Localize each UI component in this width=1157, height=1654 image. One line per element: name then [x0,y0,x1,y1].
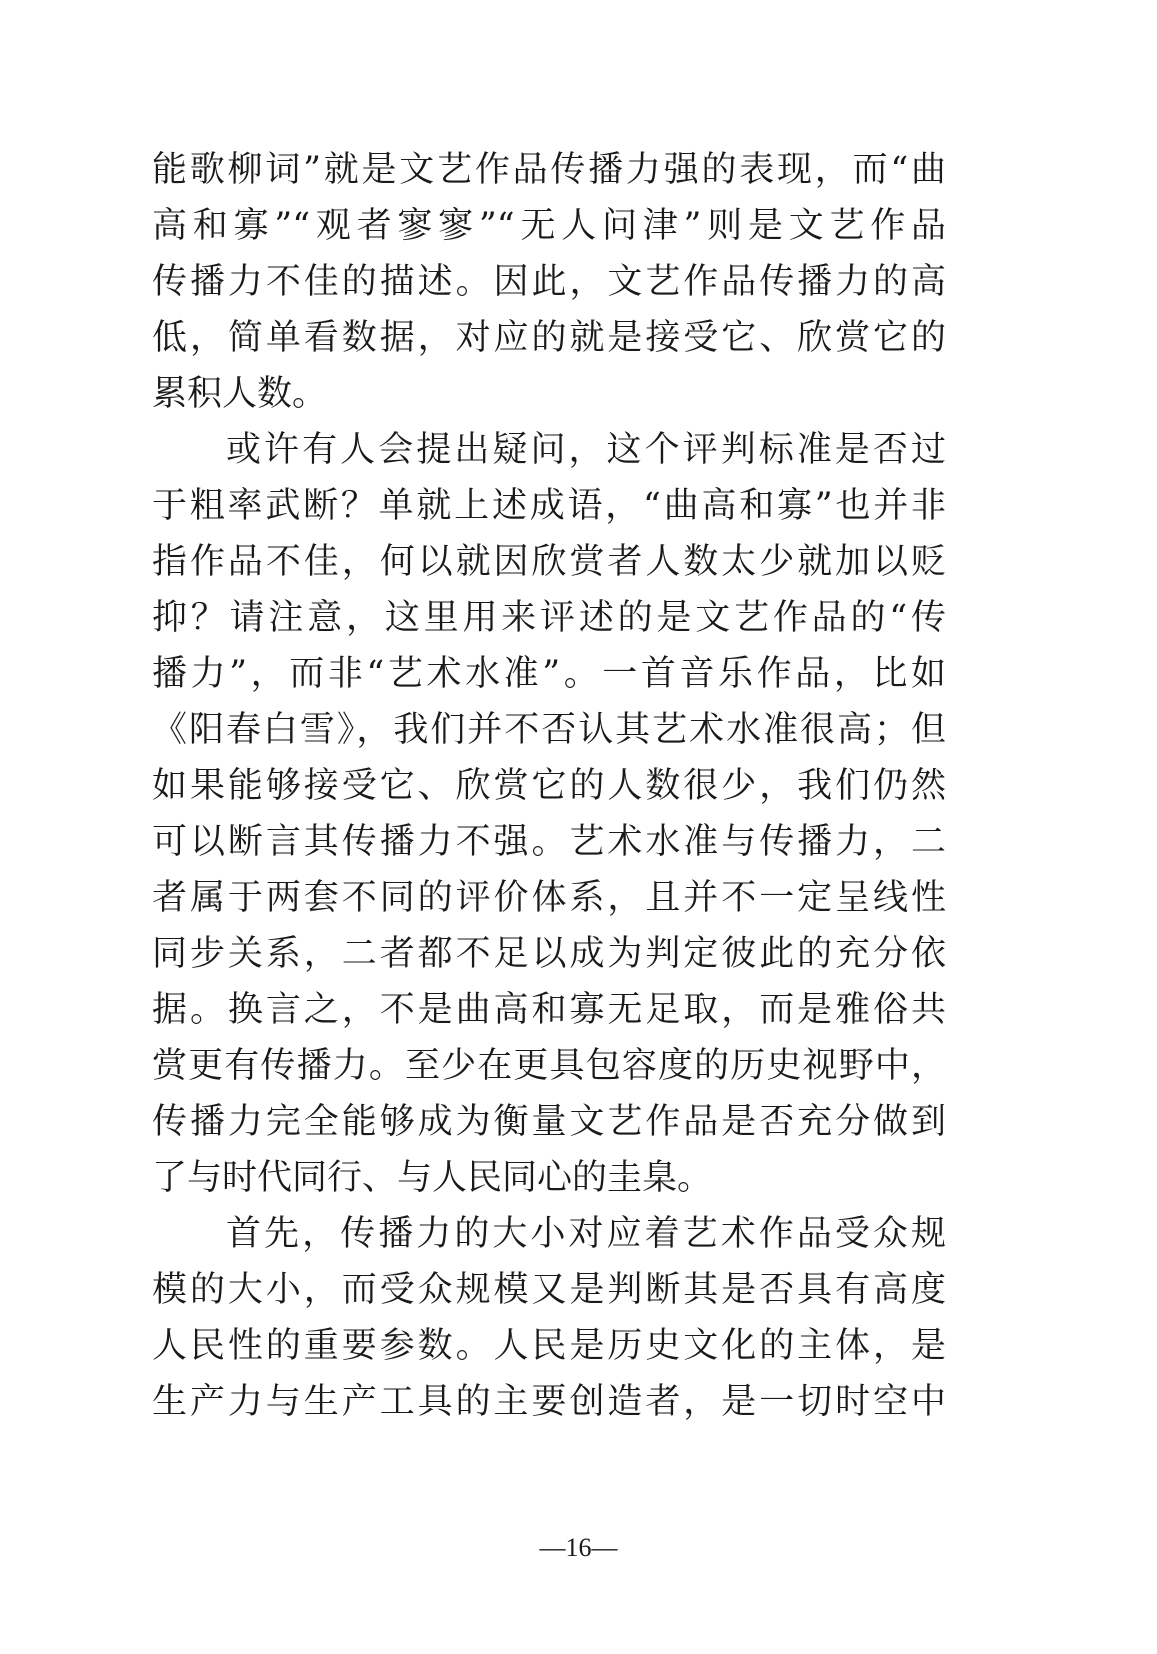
page-number: —16— [539,1533,618,1562]
text-line: 低，简单看数据，对应的就是接受它、欣赏它的 [152,318,946,358]
text-line: 生产力与生产工具的主要创造者，是一切时空中 [152,1382,946,1422]
text-line: 人民性的重要参数。人民是历史文化的主体，是 [152,1326,946,1366]
text-line: 传播力完全能够成为衡量文艺作品是否充分做到 [152,1102,946,1142]
text-line: 赏更有传播力。至少在更具包容度的历史视野中， [152,1046,946,1086]
text-line: 如果能够接受它、欣赏它的人数很少，我们仍然 [152,766,946,806]
text-line: 了与时代同行、与人民同心的圭臬。 [152,1158,713,1198]
text-line: 《阳春白雪》，我们并不否认其艺术水准很高；但 [152,710,946,750]
text-line: 播力”，而非“艺术水准”。一首音乐作品，比如 [152,654,946,694]
paragraph-first-line: 首先，传播力的大小对应着艺术作品受众规 [226,1214,946,1254]
text-line: 模的大小，而受众规模又是判断其是否具有高度 [152,1270,946,1310]
text-line: 能歌柳词”就是文艺作品传播力强的表现，而“曲 [152,150,946,190]
text-line: 传播力不佳的描述。因此，文艺作品传播力的高 [152,262,946,302]
text-line: 抑？请注意，这里用来评述的是文艺作品的“传 [152,598,946,638]
body-text [152,142,946,1430]
paragraph-first-line: 或许有人会提出疑问，这个评判标准是否过 [226,430,946,470]
text-line: 于粗率武断？单就上述成语，“曲高和寡”也并非 [152,486,946,526]
text-line: 同步关系，二者都不足以成为判定彼此的充分依 [152,934,946,974]
text-line: 可以断言其传播力不强。艺术水准与传播力，二 [152,822,946,862]
text-line: 者属于两套不同的评价体系，且并不一定呈线性 [152,878,946,918]
text-line: 累积人数。 [152,374,328,414]
text-line: 指作品不佳，何以就因欣赏者人数太少就加以贬 [152,542,946,582]
text-line: 据。换言之，不是曲高和寡无足取，而是雅俗共 [152,990,946,1030]
text-line: 高和寡”“观者寥寥”“无人问津”则是文艺作品 [152,206,946,246]
